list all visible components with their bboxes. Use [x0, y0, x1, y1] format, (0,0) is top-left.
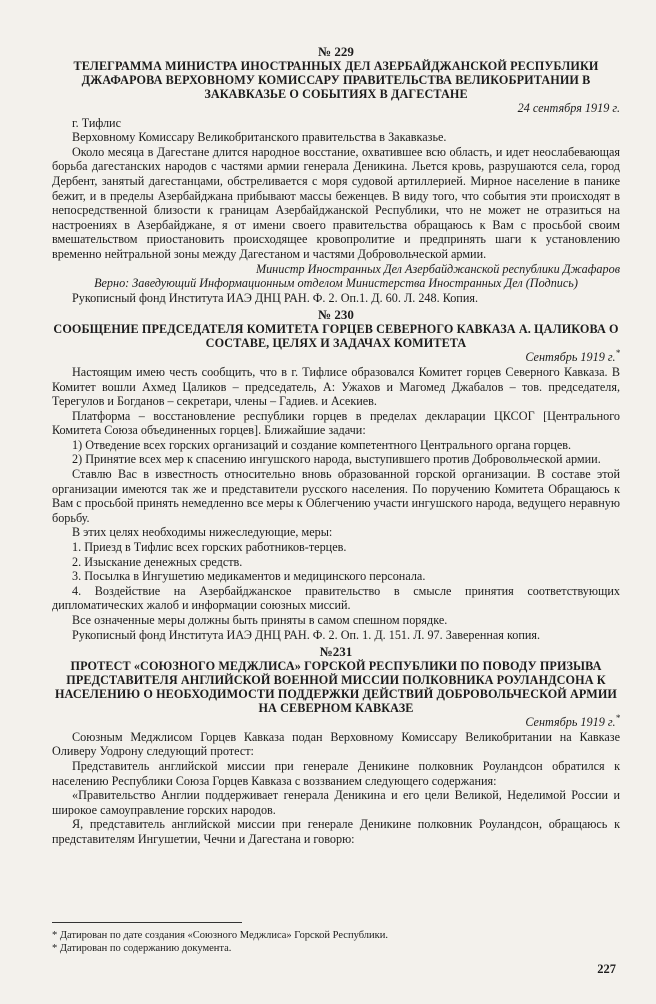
doc-number: № 230: [318, 307, 354, 323]
footnote-mark: *: [615, 713, 620, 724]
doc-source: Рукописный фонд Института ИАЭ ДНЦ РАН. Ф. 2. Оп.1. Д. 60. Л. 248. Копия.: [72, 290, 479, 305]
date-text: Сентябрь 1919 г.: [525, 715, 616, 730]
footnotes: [52, 922, 620, 955]
doc-paragraph: Ставлю Вас в известность относительно вновь образованной горской организации. В составе этой организации имеются так же и представители русского населения. По поручению Комитета Обращаюсь к Вам с просьбой принять немедленно все меры к Облегчению участи ингушского народа, ведущего неравную борьбу.: [52, 467, 620, 525]
doc-date: [52, 715, 620, 730]
footnote: * Датирован по дате создания «Союзного Меджлиса» Горской Республики.: [52, 930, 388, 941]
measure-item: 2. Изыскание денежных средств.: [72, 554, 243, 569]
doc-paragraph: «Правительство Англии поддерживает генерала Деникина и его цели Великой, Неделимой России и широкое самоуправление горских народов.: [52, 788, 620, 817]
measure-item: 3. Посылка в Ингушетию медикаментов и медицинского персонала.: [72, 569, 426, 584]
doc-place: г. Тифлис: [72, 115, 121, 130]
doc-paragraph: Платформа – восстановление республики горцев в пределах декларации ЦКСОГ [Центрального Комитета Союза объединенных горцев]. Ближайшие задачи:: [52, 408, 620, 438]
doc-source: Рукописный фонд Института ИАЭ ДНЦ РАН. Ф. 2. Оп. 1. Д. 151. Л. 97. Заверенная копия.: [72, 627, 541, 642]
doc-paragraph: Представитель английской миссии при генерале Деникине полковник Роуландсон обратился к населению Республики Союза Горцев Кавказа с воззванием следующего содержания:: [52, 758, 620, 788]
verification-text: Верно: Заведующий Информационным отделом Министерства Иностранных Дел (Подпись): [94, 276, 578, 291]
footnote-divider: [52, 922, 242, 923]
doc-date: 24 сентября 1919 г.: [517, 101, 620, 115]
document-229: [52, 44, 620, 305]
footnote-mark: *: [615, 348, 620, 359]
doc-paragraph: Союзным Меджлисом Горцев Кавказа подан Верховному Комиссару Великобритании на Кавказе Оливеру Уодрону следующий протест:: [52, 729, 620, 759]
footnote: * Датирован по содержанию документа.: [52, 943, 232, 954]
measure-item: 4. Воздействие на Азербайджанское правительство в смысле принятия соответствующих дипломатических жалоб и информации союзных миссий.: [52, 583, 620, 613]
document-231: [52, 644, 620, 846]
doc-addressee: Верховному Комиссару Великобританского правительства в Закавказье.: [72, 130, 447, 145]
page-number: 227: [597, 962, 616, 976]
task-item: 1) Отведение всех горских организаций и создание компетентного Центрального органа горцев.: [72, 437, 572, 452]
doc-number: №231: [319, 644, 353, 660]
date-text: Сентябрь 1919 г.: [525, 350, 616, 365]
doc-signature: Министр Иностранных Дел Азербайджанской республики Джафаров: [255, 261, 620, 276]
doc-title: ТЕЛЕГРАММА МИНИСТРА ИНОСТРАННЫХ ДЕЛ АЗЕРБАЙДЖАНСКОЙ РЕСПУБЛИКИ ДЖАФАРОВА ВЕРХОВНОМУ КОМИССАРУ ПРАВИТЕЛЬСТВА ВЕЛИКОБРИТАНИИ В ЗАКАВКАЗЬЕ О СОБЫТИЯХ В ДАГЕСТАНЕ: [73, 59, 599, 101]
document-230: [52, 307, 620, 642]
doc-closing: Все означенные меры должны быть приняты в самом спешном порядке.: [72, 613, 448, 627]
measures-intro: В этих целях необходимы нижеследующие, меры:: [72, 525, 333, 540]
doc-title: СООБЩЕНИЕ ПРЕДСЕДАТЕЛЯ КОМИТЕТА ГОРЦЕВ СЕВЕРНОГО КАВКАЗА А. ЦАЛИКОВА О СОСТАВЕ, ЦЕЛЯХ И ЗАДАЧАХ КОМИТЕТА: [53, 322, 619, 351]
doc-date: [52, 350, 620, 365]
measure-item: 1. Приезд в Тифлис всех горских работников-терцев.: [72, 540, 347, 555]
doc-verification: [52, 276, 620, 291]
doc-paragraph: Настоящим имею честь сообщить, что в г. Тифлисе образовался Комитет горцев Северного Кавказа. В Комитет вошли Ахмед Цаликов – председатель, А: Ужахов и Магомед Джабалов – тов. председателя, Терегулов и Богданов – секретари, члены – Гадиев. и Асекиев.: [52, 364, 620, 409]
doc-body: Около месяца в Дагестане длится народное восстание, охватившее всю область, и идет неослабевающая борьба дагестанских народов с частями армии генерала Деникина. Льется кровь, разрушаются села, город Дербент, занятый дагестанцами, обстреливается с моря судовой артиллерией. Мирное население в панике бежит, и в пределы Азербайджана прибывают массы беженцев. В виду того, что события эти происходят в непосредственной близости к границам Азербайджанской Республики, что не может не отразиться на настроениях в Азербайджане, я от имени своего правительства обращаюсь к Вам с просьбой своим вмешательством приостановить происходящее кровопролитие и предпринять шаги к установлению временно нейтральной зоны между Дагестаном и частями Добровольческой армии.: [52, 144, 620, 261]
task-item: 2) Принятие всех мер к спасению ингушского народа, выступившего против Добровольческой армии.: [72, 452, 601, 467]
doc-title: ПРОТЕСТ «СОЮЗНОГО МЕДЖЛИСА» ГОРСКОЙ РЕСПУБЛИКИ ПО ПОВОДУ ПРИЗЫВА ПРЕДСТАВИТЕЛЯ АНГЛИЙСКОЙ ВОЕННОЙ МИССИИ ПОЛКОВНИКА РОУЛАНДСОНА К НАСЕЛЕНИЮ О НЕОБХОДИМОСТИ ПОДДЕРЖКИ ДЕЙСТВИЙ ДОБРОВОЛЬЧЕСКОЙ АРМИИ НА СЕВЕРНОМ КАВКАЗЕ: [54, 659, 618, 716]
doc-paragraph: Я, представитель английской миссии при генерале Деникине полковник Роуландсон, обращаюсь к представителям Ингушетии, Чечни и Дагестана и говорю:: [52, 817, 620, 846]
doc-number: № 229: [318, 44, 354, 59]
